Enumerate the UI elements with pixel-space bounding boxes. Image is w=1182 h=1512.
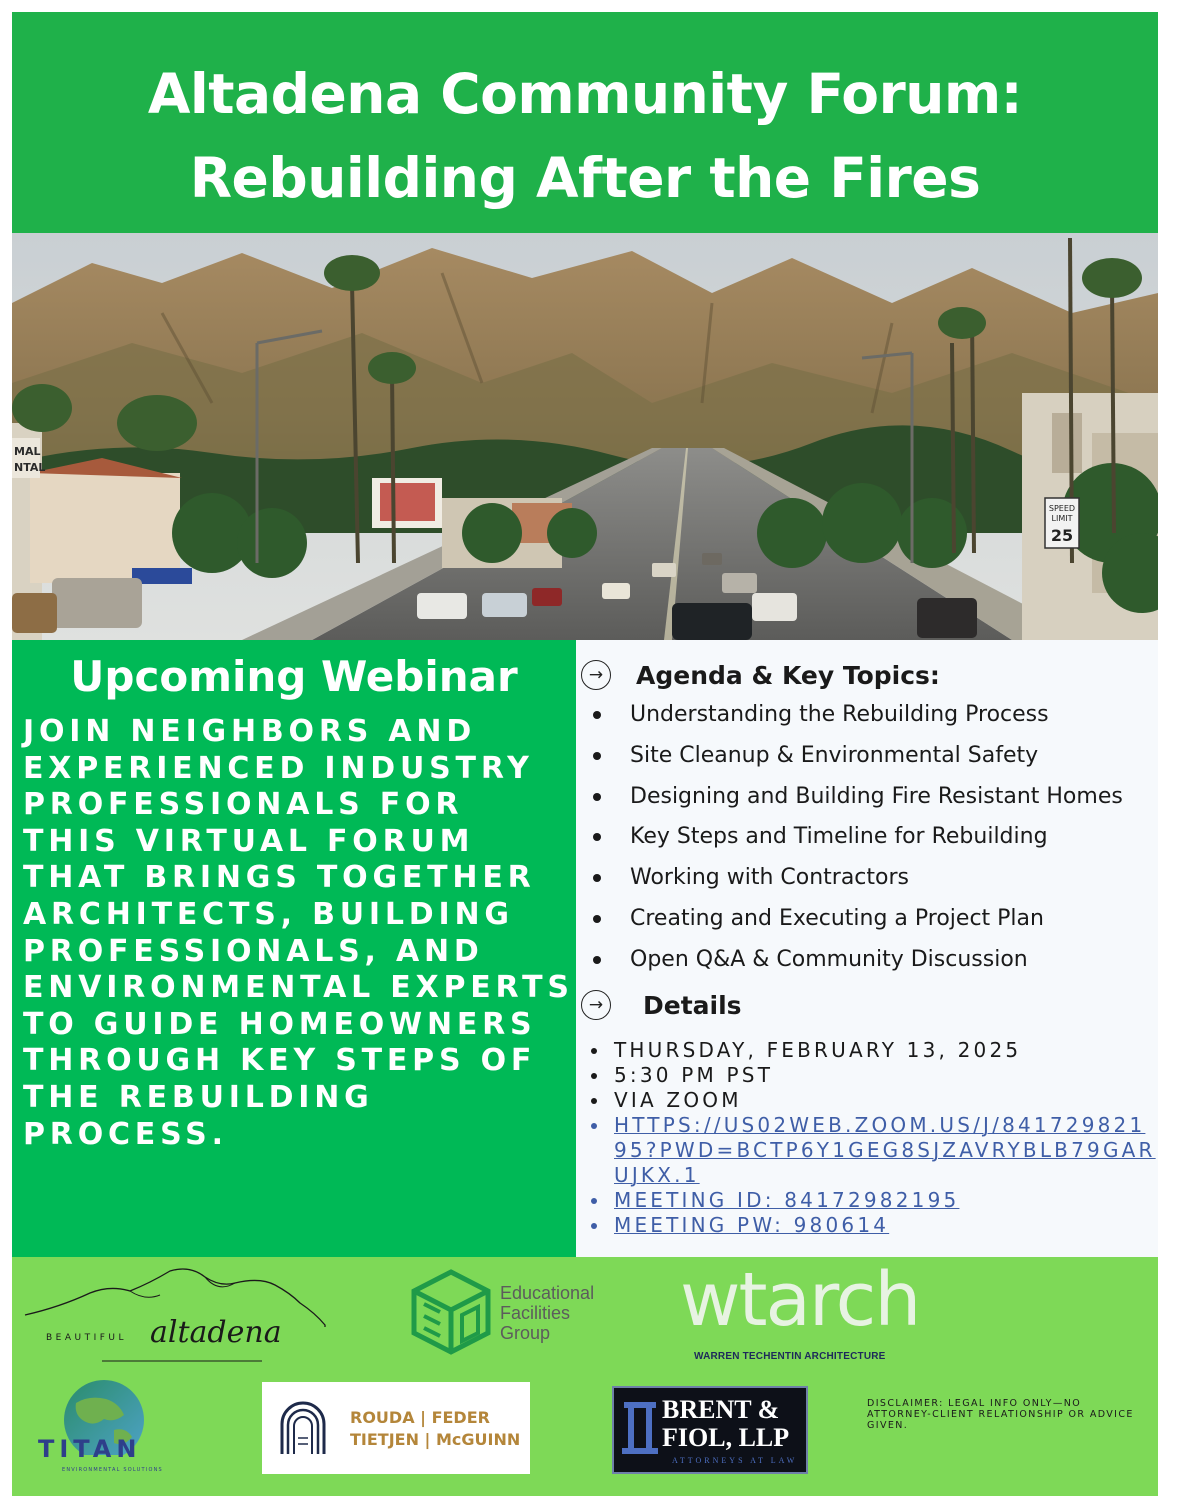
brent-fiol-name — [662, 1396, 789, 1452]
brent-fiol-logo — [612, 1386, 808, 1474]
brent-fiol-subtitle: ATTORNEYS AT LAW — [672, 1456, 798, 1465]
event-platform: VIA ZOOM — [588, 1088, 1158, 1113]
flyer — [12, 12, 1158, 1496]
rouda-line-2: TIETJEN | McGUINN — [350, 1430, 521, 1449]
wtarch-subtitle: WARREN TECHENTIN ARCHITECTURE — [694, 1351, 886, 1362]
event-time: 5:30 PM PST — [588, 1063, 1158, 1088]
rouda-feder-name — [350, 1407, 520, 1451]
event-date: THURSDAY, FEBRUARY 13, 2025 — [588, 1038, 1158, 1063]
building-sign-2: NTAL — [14, 461, 46, 474]
efg-logo — [410, 1269, 620, 1359]
building-sign-1: MAL — [14, 445, 41, 458]
arrow-circle-icon: → — [581, 660, 611, 690]
agenda-list — [592, 700, 1123, 986]
titan-wordmark: TITAN — [38, 1435, 142, 1463]
beautiful-text: BEAUTIFUL — [46, 1333, 128, 1343]
rouda-line-1: ROUDA | FEDER — [350, 1408, 490, 1427]
details-list — [588, 1038, 1158, 1238]
agenda-item: Open Q&A & Community Discussion — [592, 945, 1123, 986]
info-panel — [576, 640, 1158, 1257]
arrow-circle-icon: → — [581, 990, 611, 1020]
agenda-item: Site Cleanup & Environmental Safety — [592, 741, 1123, 782]
arch-icon — [278, 1400, 328, 1456]
details-heading: Details — [643, 990, 742, 1020]
disclaimer: DISCLAIMER: LEGAL INFO ONLY—NO ATTORNEY-CLIENT RELATIONSHIP OR ADVICE GIVEN. — [867, 1398, 1134, 1431]
titan-logo — [34, 1375, 174, 1485]
speed-sign-number: 25 — [1050, 526, 1074, 545]
efg-name — [500, 1283, 594, 1343]
speed-sign-top: SPEED — [1048, 504, 1076, 513]
webinar-heading: Upcoming Webinar — [70, 652, 518, 701]
meeting-id-link[interactable]: MEETING ID: 84172982195 — [614, 1188, 960, 1212]
zoom-link[interactable]: HTTPS://US02WEB.ZOOM.US/J/84172982195?PWD=BCTP6Y1GEG8SJZAVRYBLB79GARUJKX.1 — [614, 1113, 1156, 1187]
zoom-link-item — [588, 1113, 1158, 1188]
rouda-feder-logo — [262, 1382, 530, 1474]
efg-line-1: Educational — [500, 1283, 595, 1303]
meeting-id-item — [588, 1188, 1158, 1213]
agenda-header — [581, 658, 940, 692]
agenda-item: Designing and Building Fire Resistant Homes — [592, 782, 1123, 823]
agenda-item: Creating and Executing a Project Plan — [592, 904, 1123, 945]
webinar-panel — [12, 640, 576, 1257]
webinar-description: JOIN NEIGHBORS AND EXPERIENCED INDUSTRY PROFESSIONALS FOR THIS VIRTUAL FORUM THAT BRINGS TOGETHER ARCHITECTS, BUILDING PROFESSIONALS, AND ENVIRONMENTAL EXPERTS TO GUIDE HOMEOWNERS THROUGH KEY STEPS OF THE REBUILDING PROCESS. — [23, 714, 574, 1152]
agenda-heading: Agenda & Key Topics: — [636, 660, 940, 690]
agenda-item: Key Steps and Timeline for Rebuilding — [592, 822, 1123, 863]
efg-cube-icon — [410, 1269, 492, 1355]
efg-line-2: Facilities — [500, 1303, 571, 1323]
details-header — [581, 988, 742, 1022]
brent-line-2: FIOL, LLP — [662, 1423, 790, 1452]
agenda-item: Working with Contractors — [592, 863, 1123, 904]
altadena-script-text: altadena — [150, 1315, 282, 1350]
header-banner — [12, 12, 1158, 233]
efg-line-3: Group — [500, 1323, 551, 1343]
beautiful-altadena-logo — [20, 1263, 340, 1365]
brent-line-1: BRENT & — [662, 1395, 780, 1424]
title-line-1: Altadena Community Forum: — [147, 62, 1023, 126]
page-title — [12, 52, 1158, 220]
sponsor-logos — [12, 1257, 1158, 1496]
titan-subtitle: ENVIRONMENTAL SOLUTIONS — [62, 1467, 163, 1473]
altadena-street-photo — [12, 233, 1158, 640]
meeting-pw-item — [588, 1213, 1158, 1238]
title-line-2: Rebuilding After the Fires — [189, 146, 981, 210]
agenda-item: Understanding the Rebuilding Process — [592, 700, 1123, 741]
column-scales-icon — [620, 1400, 660, 1458]
speed-sign-mid: LIMIT — [1051, 514, 1073, 523]
wtarch-logo — [680, 1257, 920, 1369]
wtarch-wordmark: wtarch — [680, 1257, 920, 1343]
meeting-pw-link[interactable]: MEETING PW: 980614 — [614, 1213, 890, 1237]
